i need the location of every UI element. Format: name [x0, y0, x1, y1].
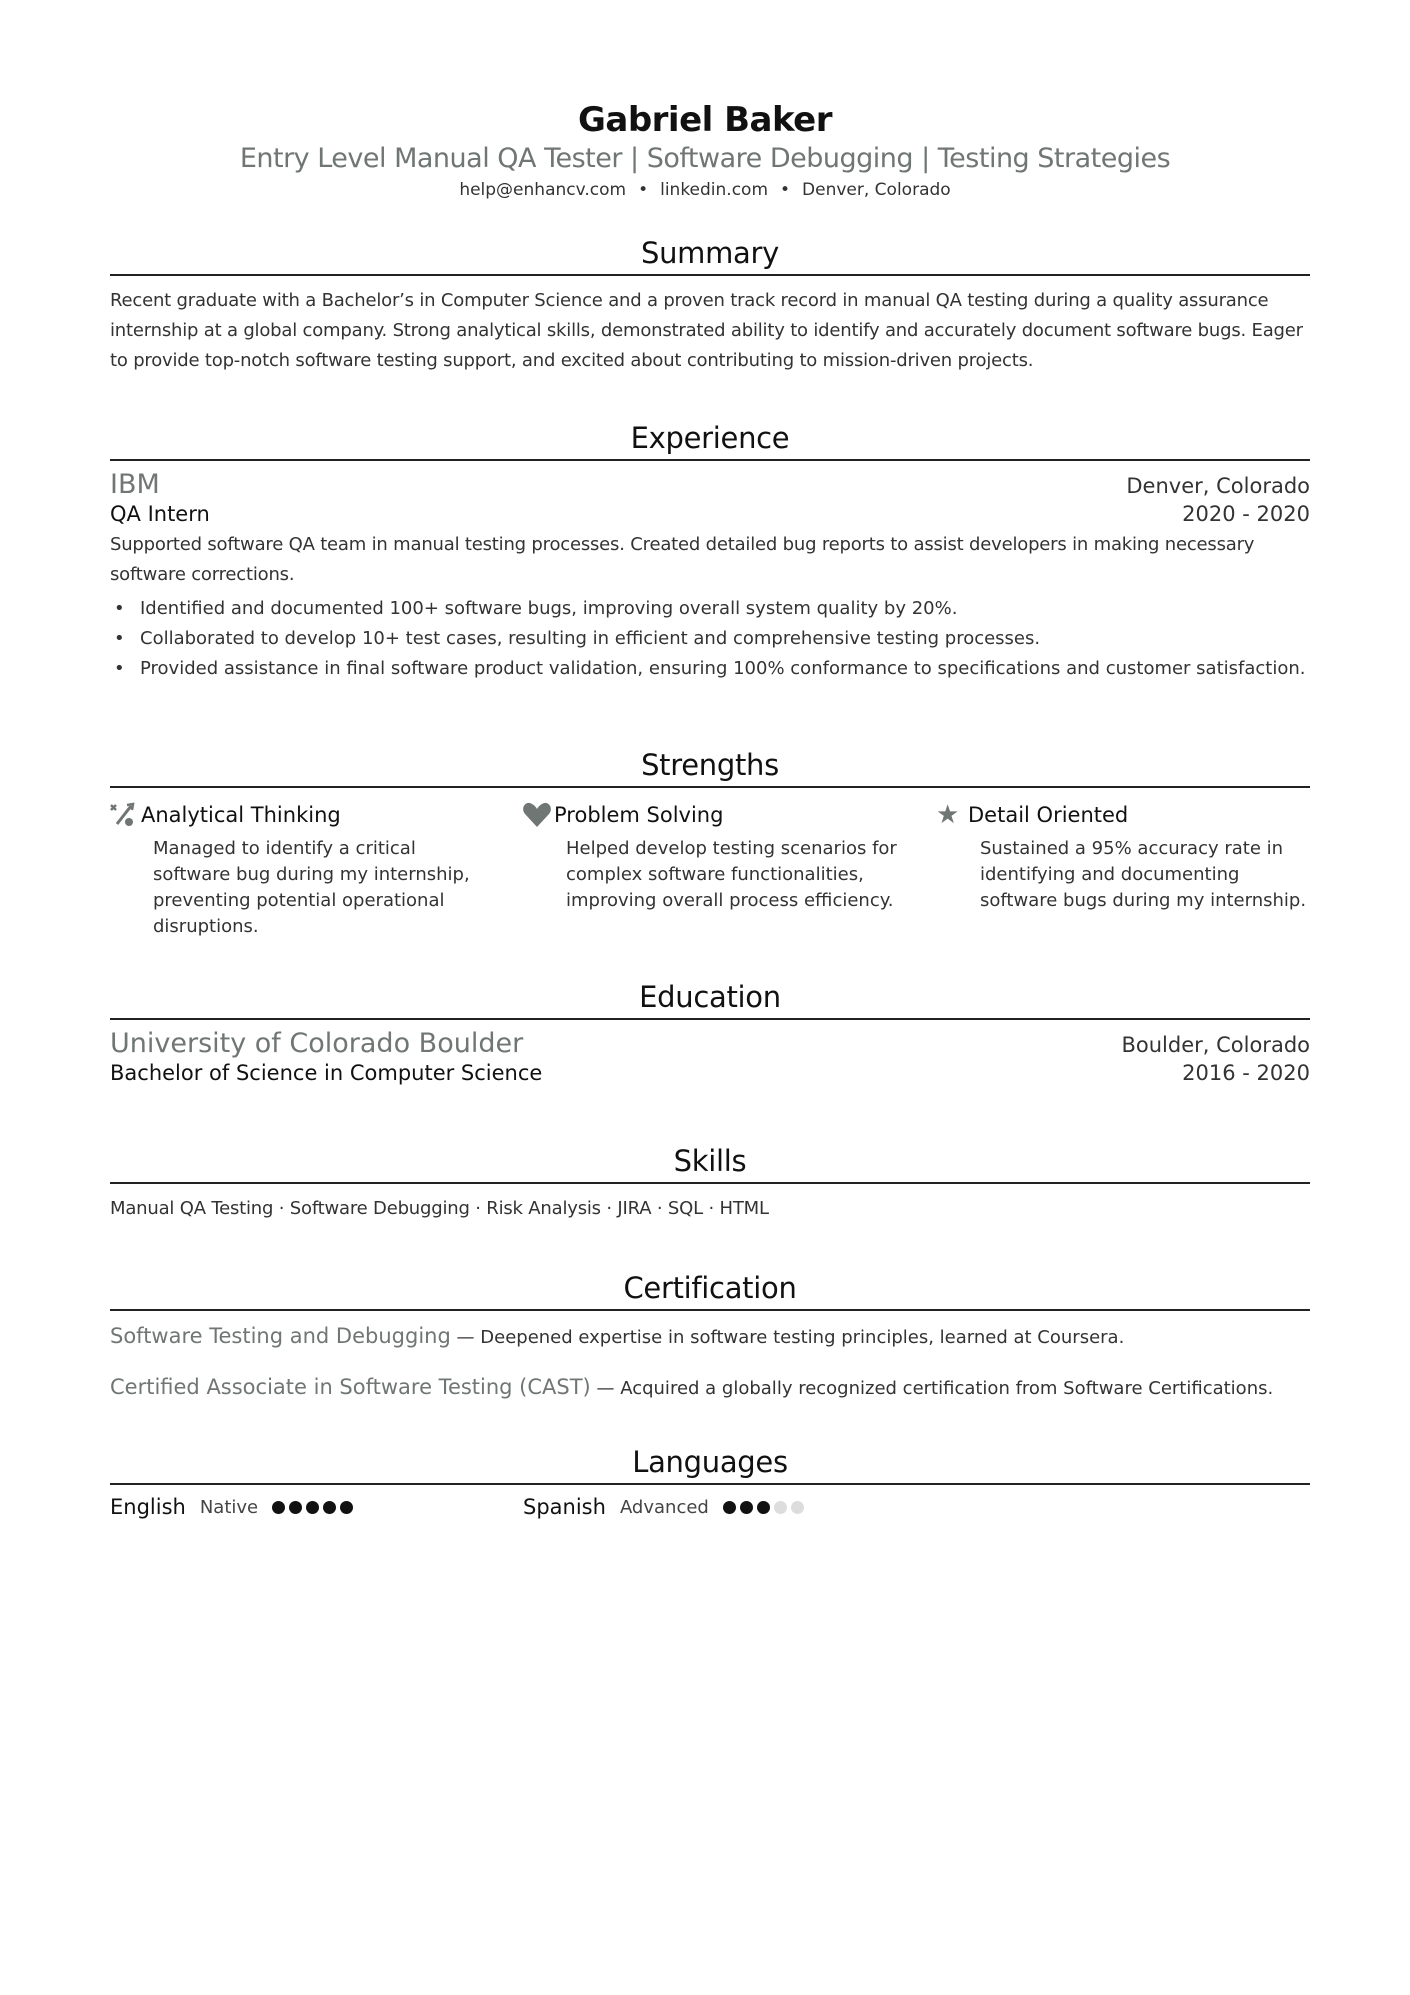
cert-title: Certified Associate in Software Testing (CAST) [110, 1375, 591, 1399]
strength-text: Managed to identify a critical software bug during my internship, preventing potential operational disruptions. [153, 838, 470, 937]
rating-dot-empty [774, 1501, 787, 1514]
certification-item [110, 1372, 1310, 1404]
strengths-section [110, 748, 1310, 958]
email[interactable]: help@enhancv.com [459, 180, 627, 200]
language-level: Native [199, 1496, 259, 1518]
rating-dot-filled [289, 1501, 302, 1514]
language-rating [272, 1501, 353, 1514]
job-description: Supported software QA team in manual testing processes. Created detailed bug reports to assist developers in making necessary software corrections. [110, 534, 1255, 585]
bullet: • Provided assistance in final software product validation, ensuring 100% conformance to specifications and customer satisfaction. [110, 654, 1310, 684]
languages-section [110, 1445, 1310, 1535]
divider [110, 1483, 1310, 1485]
education-dates: 2016 - 2020 [1182, 1061, 1310, 1085]
rating-dot-filled [323, 1501, 336, 1514]
cert-title: Software Testing and Debugging [110, 1324, 451, 1348]
job-bullets [110, 594, 1310, 684]
contact-line: help@enhancv.com • linkedin.com • Denver, Colorado [459, 180, 951, 200]
section-heading: Education [639, 980, 781, 1014]
rating-dot-filled [757, 1501, 770, 1514]
summary-section [110, 236, 1310, 376]
divider [110, 274, 1310, 276]
bullet: • Collaborated to develop 10+ test cases, resulting in efficient and comprehensive testing processes. [110, 624, 1310, 654]
strength-title: Problem Solving [554, 803, 724, 827]
job-location: Denver, Colorado [1126, 474, 1310, 498]
language-item [110, 1495, 353, 1519]
skills-section [110, 1144, 1310, 1224]
strength-item [523, 798, 903, 914]
language-level: Advanced [619, 1496, 709, 1518]
analytics-icon [109, 801, 141, 829]
degree: Bachelor of Science in Computer Science [110, 1061, 543, 1085]
rating-dot-filled [740, 1501, 753, 1514]
candidate-name: Gabriel Baker [577, 100, 833, 140]
certification-section [110, 1271, 1310, 1423]
rating-dot-empty [791, 1501, 804, 1514]
school-location: Boulder, Colorado [1121, 1033, 1310, 1057]
rating-dot-filled [723, 1501, 736, 1514]
section-heading: Experience [630, 421, 790, 455]
strength-title: Analytical Thinking [141, 803, 341, 827]
strength-item [937, 798, 1317, 914]
section-heading: Strengths [641, 748, 779, 782]
certification-item [110, 1321, 1310, 1353]
education-section [110, 980, 1310, 1085]
experience-section [110, 421, 1310, 684]
rating-dot-filled [306, 1501, 319, 1514]
company: IBM [110, 469, 160, 500]
section-heading: Certification [623, 1271, 797, 1305]
divider [110, 1309, 1310, 1311]
language-item [523, 1495, 804, 1519]
location: Denver, Colorado [802, 180, 951, 200]
rating-dot-filled [340, 1501, 353, 1514]
divider [110, 786, 1310, 788]
section-heading: Skills [673, 1144, 747, 1178]
summary-text: Recent graduate with a Bachelor’s in Computer Science and a proven track record in manual QA testing during a quality assurance internship at a global company. Strong analytical skills, demonstrated ability to identify and accurately document software bugs. Eager to provide top-notch software testing support, and excited about contributing to mission-driven projects. [110, 290, 1303, 371]
divider [110, 1182, 1310, 1184]
strength-item [110, 798, 490, 940]
candidate-title: Entry Level Manual QA Tester | Software Debugging | Testing Strategies [239, 143, 1171, 174]
rating-dot-filled [272, 1501, 285, 1514]
section-heading: Languages [632, 1445, 788, 1479]
section-heading: Summary [640, 236, 780, 270]
strength-text: Helped develop testing scenarios for complex software functionalities, improving overall process efficiency. [566, 838, 897, 911]
skills-list: Manual QA Testing · Software Debugging · Risk Analysis · JIRA · SQL · HTML [110, 1198, 769, 1219]
linkedin[interactable]: linkedin.com [660, 180, 769, 200]
language-rating [723, 1501, 804, 1514]
job-role: QA Intern [110, 502, 210, 526]
school: University of Colorado Boulder [110, 1028, 524, 1059]
cert-text: — Deepened expertise in software testing principles, learned at Coursera. [450, 1327, 1125, 1348]
job-dates: 2020 - 2020 [1182, 502, 1310, 526]
strength-title: Detail Oriented [968, 803, 1129, 827]
cert-text: — Acquired a globally recognized certification from Software Certifications. [590, 1378, 1274, 1399]
heart-icon [522, 801, 554, 829]
language-name: English [110, 1495, 186, 1519]
star-icon: ★ [936, 800, 960, 830]
bullet: • Identified and documented 100+ software bugs, improving overall system quality by 20%. [110, 594, 1310, 624]
divider [110, 1018, 1310, 1020]
divider [110, 459, 1310, 461]
language-name: Spanish [523, 1495, 606, 1519]
strength-text: Sustained a 95% accuracy rate in identifying and documenting software bugs during my internship. [980, 838, 1307, 911]
